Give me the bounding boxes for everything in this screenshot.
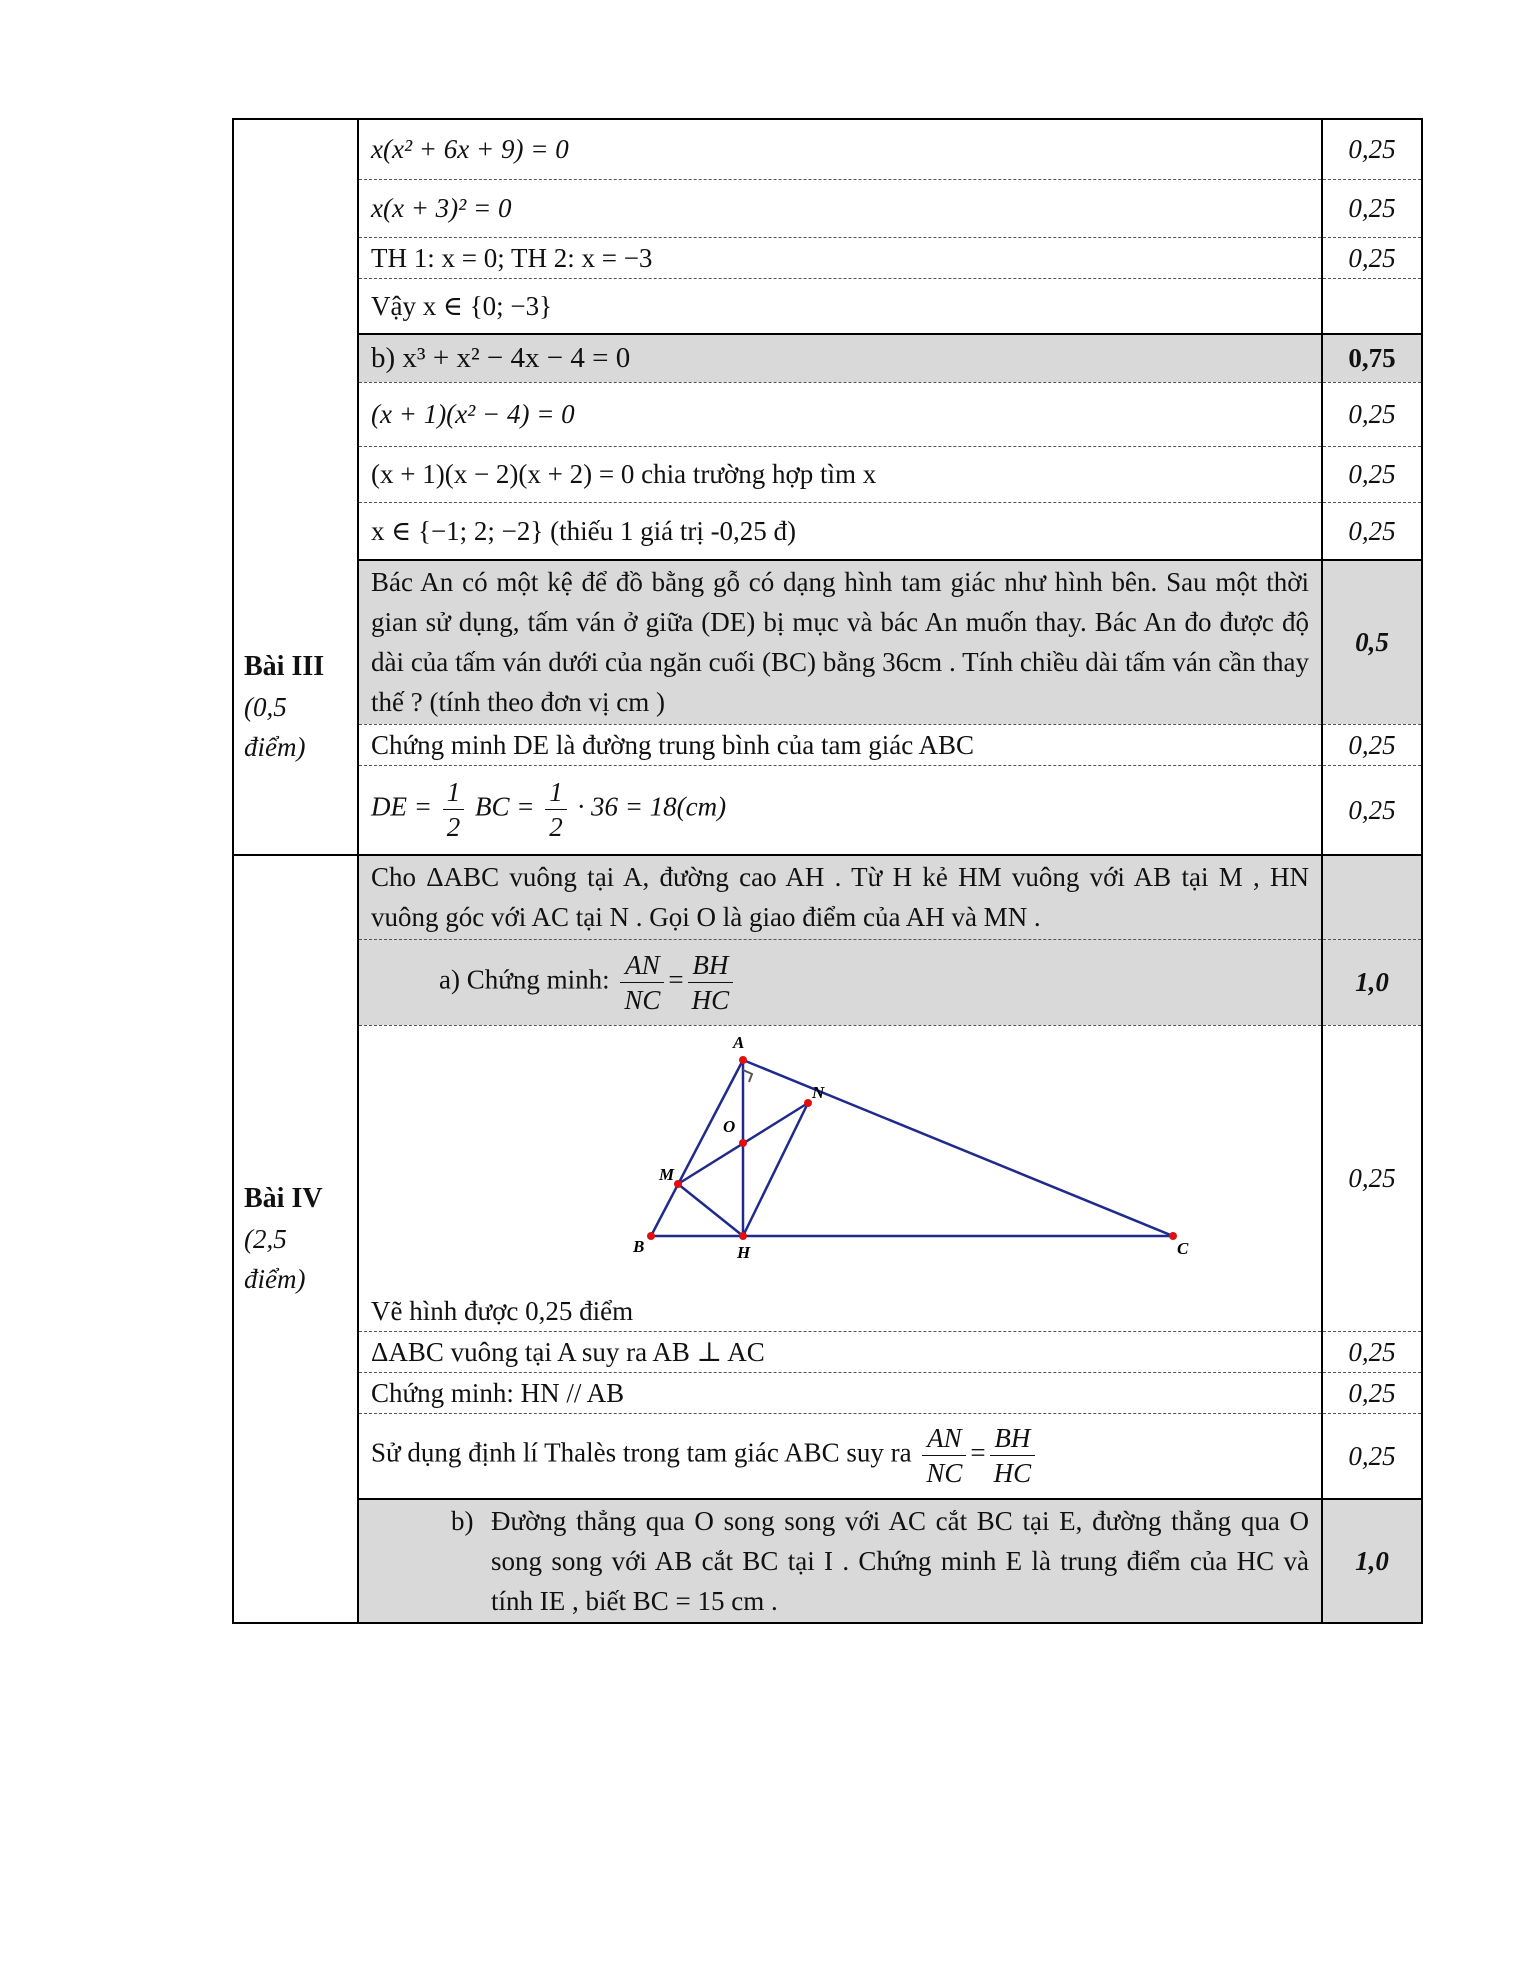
step-content: x ∈ {−1; 2; −2} (thiếu 1 giá trị -0,25 đ) (358, 502, 1322, 560)
table-row (233, 724, 1422, 765)
frac-den: NC (926, 1458, 963, 1489)
table-row (233, 1372, 1422, 1413)
answer-sheet (232, 118, 1421, 1624)
step-content: x(x + 3)² = 0 (358, 179, 1322, 237)
frac-den: 2 (446, 812, 461, 843)
empty-score (1322, 855, 1422, 939)
step-score: 0,25 (1322, 1413, 1422, 1499)
table-row (233, 855, 1422, 939)
fraction-bh-hc (990, 1421, 1036, 1490)
table-row (233, 939, 1422, 1025)
bai3-label (233, 560, 358, 855)
triangle-figure (371, 1026, 1309, 1291)
label-m: M (659, 1164, 675, 1184)
frac-num: BH (990, 1421, 1036, 1456)
fraction-an-nc (620, 948, 664, 1017)
table-row (233, 765, 1422, 855)
bai4-step3: Sử dụng định lí Thalès trong tam giác ABC suy ra $\frac{AN}{NC}$ = $\frac{BH}{HC}$ (358, 1413, 1322, 1499)
point-a (739, 1056, 747, 1064)
frac-num: BH (688, 948, 734, 983)
fraction-bh-hc (688, 948, 734, 1017)
part-b-score-value: 0,75 (1348, 343, 1396, 374)
frac-num: AN (922, 1421, 966, 1456)
frac-num: 1 (545, 775, 567, 810)
point-b (647, 1232, 655, 1240)
label-cell-empty (233, 119, 358, 560)
table-row (233, 560, 1422, 724)
frac-den: HC (993, 1458, 1032, 1489)
step-score: 0,25 (1322, 446, 1422, 502)
bai4-step2: Chứng minh: HN // AB (358, 1372, 1322, 1413)
part-b-text: Đường thẳng qua O song song với AC cắt BC tại E, đường thẳng qua O song song với AB cắt BC tại I . Chứng minh E là trung điểm của HC và tính IE , biết BC = 15 cm . (491, 1506, 1309, 1616)
figure-caption: Vẽ hình được 0,25 điểm (371, 1295, 634, 1326)
part-a-label: a) Chứng minh: (439, 964, 610, 995)
frac-den: NC (624, 984, 661, 1015)
fraction-half (545, 775, 567, 844)
table-row (233, 278, 1422, 334)
right-angle-mark (743, 1070, 752, 1082)
step-score: 0,25 (1322, 724, 1422, 765)
frac-num: 1 (443, 775, 465, 810)
bai3-title: Bài III (244, 651, 325, 682)
segment-ab (651, 1060, 743, 1236)
table-row (233, 119, 1422, 179)
point-n (804, 1099, 812, 1107)
table-row (233, 446, 1422, 502)
label-b: B (633, 1236, 645, 1256)
part-b-label: b) (451, 1506, 474, 1536)
frac-den: 2 (549, 812, 563, 843)
step-content: (x + 1)(x − 2)(x + 2) = 0 chia trường hợp tìm x (358, 446, 1322, 502)
fraction-half (443, 775, 465, 844)
label-h: H (737, 1242, 751, 1262)
table-row (233, 1025, 1422, 1331)
bai4-problem: Cho ΔABC vuông tại A, đường cao AH . Từ H kẻ HM vuông với AB tại M , HN vuông góc với AC tại N . Gọi O là giao điểm của AH và MN . (358, 855, 1322, 939)
bai4-title: Bài IV (244, 1183, 323, 1214)
step-score (1322, 278, 1422, 334)
point-c (1169, 1232, 1177, 1240)
table-row (233, 1413, 1422, 1499)
bai4-label (233, 855, 358, 1623)
step-score: 0,25 (1322, 765, 1422, 855)
bai3-problem: Bác An có một kệ để đồ bằng gỗ có dạng hình tam giác như hình bên. Sau một thời gian sử dụng, tấm ván ở giữa (DE) bị mục và bác An muốn thay. Bác An đo được độ dài của tấm ván dưới của ngăn cuối (BC) bằng 36cm . Tính chiều dài tấm ván cần thay thế ? (tính theo đơn vị cm ) (358, 560, 1322, 724)
bai3-score-value: 0,5 (1355, 627, 1389, 658)
scoring-table (232, 118, 1423, 1624)
bai3-points: (0,5 điểm) (244, 692, 306, 762)
part-b-score (1322, 334, 1422, 382)
table-row (233, 179, 1422, 237)
step-score: 0,25 (1322, 382, 1422, 446)
frac-den: HC (691, 984, 730, 1015)
bai3-step2 (358, 765, 1322, 855)
point-o (739, 1139, 747, 1147)
part-b-score-value: 1,0 (1355, 1546, 1389, 1576)
table-row (233, 502, 1422, 560)
table-row (233, 334, 1422, 382)
figure-cell (358, 1025, 1322, 1331)
step-score: 0,25 (1322, 119, 1422, 179)
label-a: A (733, 1032, 745, 1052)
step-score: 0,25 (1322, 1025, 1422, 1331)
step-score: 0,25 (1322, 1331, 1422, 1372)
bai3-step1: Chứng minh DE là đường trung bình của tam giác ABC (358, 724, 1322, 765)
point-h (739, 1232, 747, 1240)
bai4-step1: ΔABC vuông tại A suy ra AB ⊥ AC (358, 1331, 1322, 1372)
label-n: N (812, 1082, 825, 1102)
formula-tail: · 36 = 18(cm) (577, 791, 727, 822)
table-row (233, 1331, 1422, 1372)
bai4-part-b (358, 1499, 1322, 1623)
formula-lhs: DE = (371, 791, 432, 822)
step-content: (x + 1)(x² − 4) = 0 (358, 382, 1322, 446)
label-c: C (1177, 1238, 1189, 1258)
thales-text: Sử dụng định lí Thalès trong tam giác ABC suy ra (371, 1437, 912, 1468)
step-score: 0,25 (1322, 179, 1422, 237)
table-row (233, 1499, 1422, 1623)
fraction-an-nc (922, 1421, 966, 1490)
step-score: 0,25 (1322, 237, 1422, 278)
formula-mid: BC = (474, 791, 535, 822)
step-score: 0,25 (1322, 502, 1422, 560)
point-m (674, 1180, 682, 1188)
segment-hm (678, 1184, 743, 1236)
step-content: x(x² + 6x + 9) = 0 (358, 119, 1322, 179)
segment-ac (743, 1060, 1173, 1236)
bai4-points: (2,5 điểm) (244, 1224, 306, 1294)
step-content: Vậy x ∈ {0; −3} (358, 278, 1322, 334)
part-a-score-value: 1,0 (1355, 967, 1389, 997)
label-o: O (723, 1116, 736, 1136)
table-row (233, 382, 1422, 446)
table-row (233, 237, 1422, 278)
part-b-header: b) x³ + x² − 4x − 4 = 0 (358, 334, 1322, 382)
bai3-problem-score (1322, 560, 1422, 724)
frac-num: AN (620, 948, 664, 983)
step-score: 0,25 (1322, 1372, 1422, 1413)
bai4-part-a: a) Chứng minh: $\frac{AN}{NC}$ = $\frac{BH}{HC}$ (358, 939, 1322, 1025)
step-content: TH 1: x = 0; TH 2: x = −3 (358, 237, 1322, 278)
part-b-score (1322, 1499, 1422, 1623)
part-a-score (1322, 939, 1422, 1025)
triangle-diagram (371, 1026, 1335, 1291)
